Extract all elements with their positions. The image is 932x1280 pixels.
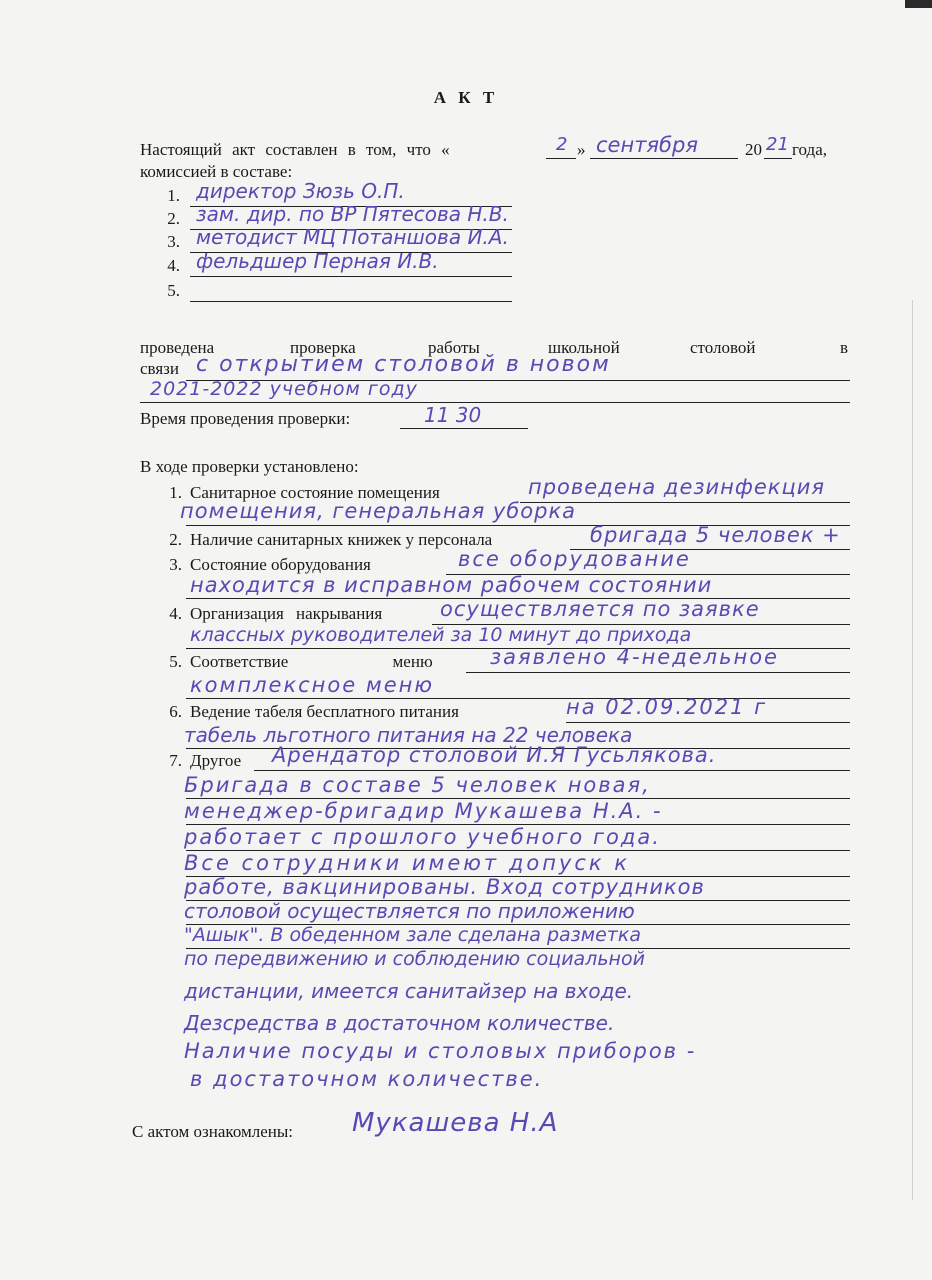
month-value: сентября [596,133,698,157]
scan-edge-mark [905,0,932,8]
member-3: методист МЦ Потаншова И.А. [196,225,509,249]
item-label-3: Состояние оборудования [190,555,371,574]
other-line-10: Дезсредства в достаточном количестве. [184,1011,615,1035]
member-num-5: 5. [167,281,180,300]
check-word-1: проведена [140,338,215,357]
year-suffix: 21 [766,134,789,155]
item-num-5: 5. [169,652,182,671]
findings-intro: В ходе проверки установлено: [140,457,359,476]
check-word-4: школьной [548,338,620,357]
reason-line-1: с открытием столовой в новом [196,352,611,377]
other-line-4: Все сотрудники имеют допуск к [184,851,630,875]
intro-line2: комиссией в составе: [140,162,293,181]
time-value: 11 30 [424,403,482,427]
time-label: Время проведения проверки: [140,409,351,428]
year-prefix: 20 [745,140,762,159]
item-value-1b: помещения, генеральная уборка [180,499,577,523]
intro-part2: » [577,140,586,159]
member-num-3: 3. [167,232,180,251]
intro-part1: Настоящий акт составлен в том, что « [140,140,450,159]
other-line-12: в достаточном количестве. [190,1067,544,1091]
item-value-6b: табель льготного питания на 22 человека [184,723,633,747]
item-num-3: 3. [169,555,182,574]
other-line-11: Наличие посуды и столовых приборов - [184,1039,697,1063]
other-line-9: дистанции, имеется санитайзер на входе. [184,979,634,1003]
check-word-6: в [840,338,849,357]
document-title: А К Т [433,88,499,107]
item-value-5b: комплексное меню [190,673,435,697]
item-label-1: Санитарное состояние помещения [190,483,440,502]
item-line-7a [254,770,850,771]
check-word-3: работы [428,338,480,357]
item-num-7: 7. [169,751,182,770]
member-num-2: 2. [167,209,180,228]
scan-edge-line [912,300,913,1200]
item-value-5a: заявлено 4-недельное [490,645,779,669]
item-value-3a: все оборудование [458,547,691,571]
check-word-2: проверка [290,338,356,357]
other-line-6: столовой осуществляется по приложению [184,899,635,923]
item-num-6: 6. [169,702,182,721]
item-label-5: Соответствие меню [190,652,433,671]
item-value-4a: осуществляется по заявке [440,597,760,621]
item-value-1a: проведена дезинфекция [528,475,826,499]
day-underline [546,158,576,159]
day-value: 2 [556,134,568,155]
member-2: зам. дир. по ВР Пятесова Н.В. [196,202,509,226]
item-label-4: Организация накрывания [190,604,383,623]
other-line-3: работает с прошлого учебного года. [184,825,661,849]
item-num-2: 2. [169,530,182,549]
reason-underline-2 [140,402,850,403]
time-underline [400,428,528,429]
member-4: фельдшер Перная И.В. [196,249,439,273]
item-value-4b: классных руководителей за 10 минут до прихода [190,624,692,646]
item-num-1: 1. [169,483,182,502]
item-num-4: 4. [169,604,182,623]
intro-part3: года, [792,140,828,159]
member-num-4: 4. [167,256,180,275]
other-line-7: "Ашык". В обеденном зале сделана разметка [184,924,641,946]
item-label-2: Наличие санитарных книжек у персонала [190,530,493,549]
item-value-7a: Арендатор столовой И.Я Гусьлякова. [272,743,717,767]
member-line-5 [190,301,512,302]
item-value-3b: находится в исправном рабочем состоянии [190,573,713,597]
member-num-1: 1. [167,186,180,205]
check-word-5: столовой [690,338,756,357]
ack-signature-name: Мукашева Н.А [352,1108,559,1138]
ack-label: С актом ознакомлены: [132,1122,294,1141]
item-label-7: Другое [190,751,242,770]
other-line-2: менеджер-бригадир Мукашева Н.А. - [184,799,663,823]
month-underline [590,158,738,159]
reason-line-2: 2021-2022 учебном году [150,378,418,400]
item-line-5a [466,672,850,673]
other-line-8: по передвижению и соблюдению социальной [184,948,645,970]
other-line-1: Бригада в составе 5 человек новая, [184,773,651,797]
item-value-2a: бригада 5 человек + [590,523,841,547]
year-underline [764,158,792,159]
item-value-6a: на 02.09.2021 г [566,695,768,719]
member-1: директор Зюзь О.П. [196,179,405,203]
member-line-4 [190,276,512,277]
other-line-5: работе, вакцинированы. Вход сотрудников [184,875,705,899]
check-line2-label: связи [140,359,179,378]
item-label-6: Ведение табеля бесплатного питания [190,702,459,721]
